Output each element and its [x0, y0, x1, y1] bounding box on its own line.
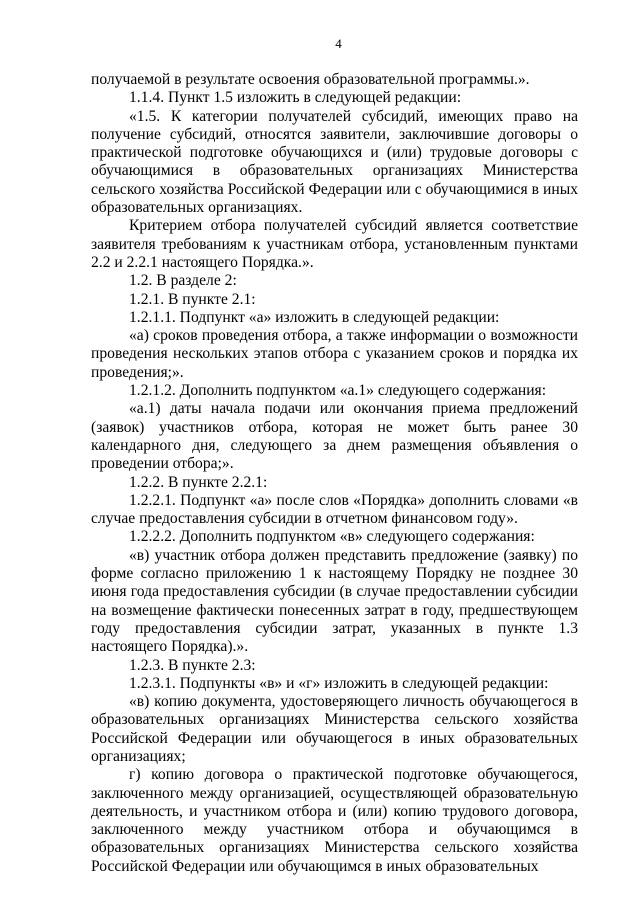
- document-body: [91, 71, 578, 876]
- paragraph: получаемой в результате освоения образовательной программы.».: [91, 71, 530, 88]
- paragraph: г) копию договора о практической подготовке обучающегося, заключенного между организацией, осуществляющей образовательную деятельность, и участником отбора и (или) копию трудового договора, заключенного между участником отбора и обучающимся в образовательных организациях Министерства сельского хозяйства Российской Федерации или обучающимся в иных образовательных: [91, 766, 578, 875]
- paragraph: «в) участник отбора должен представить предложение (заявку) по форме согласно приложению 1 к настоящему Порядку не позднее 30 июня года предоставления субсидии (в случае предоставлении субсидии на возмещение фактически понесенных затрат в году, предшествующем году предоставления субсидии затрат, указанных в пункте 1.3 настоящего Порядка).».: [91, 546, 578, 656]
- paragraph: 1.2.3.1. Подпункты «в» и «г» изложить в следующей редакции:: [129, 674, 549, 692]
- paragraph: 1.2. В разделе 2:: [129, 272, 237, 290]
- paragraph: «а.1) даты начала подачи или окончания приема предложений (заявок) участников отбора, которая не может быть ранее 30 календарного дня, следующего за днем размещения объявления о проведении отбора;».: [91, 400, 578, 473]
- paragraph: Критерием отбора получателей субсидий является соответствие заявителя требованиям к участникам отбора, установленным пунктами 2.2 и 2.2.1 настоящего Порядка.».: [91, 217, 578, 271]
- paragraph: 1.2.1. В пункте 2.1:: [129, 290, 256, 308]
- paragraph: 1.2.2. В пункте 2.2.1:: [129, 473, 268, 491]
- paragraph: «1.5. К категории получателей субсидий, имеющих право на получение субсидий, относятся заявители, заключившие договоры о практической подготовке обучающихся и (или) трудовые договоры с обучающимися в образовательных организациях Министерства сельского хозяйства Российской Федерации или с обучающимися в иных образовательных организациях.: [91, 107, 578, 217]
- page-number: 4: [335, 36, 342, 51]
- paragraph: 1.2.3. В пункте 2.3:: [129, 656, 256, 674]
- paragraph: «в) копию документа, удостоверяющего личность обучающегося в образовательных организациях Министерства сельского хозяйства Российской Федерации или обучающегося в иных образовательных организациях;: [91, 693, 578, 765]
- paragraph: 1.2.2.2. Дополнить подпунктом «в» следующего содержания:: [129, 528, 535, 546]
- paragraph: 1.1.4. Пункт 1.5 изложить в следующей редакции:: [129, 89, 462, 107]
- paragraph: «а) сроков проведения отбора, а также информации о возможности проведения нескольких этапов отбора с указанием сроков и порядка их проведения;».: [91, 327, 578, 381]
- paragraph: 1.2.1.2. Дополнить подпунктом «а.1» следующего содержания:: [129, 382, 547, 400]
- paragraph: 1.2.1.1. Подпункт «а» изложить в следующей редакции:: [129, 308, 500, 326]
- paragraph: 1.2.2.1. Подпункт «а» после слов «Порядка» дополнить словами «в случае предоставления субсидии в отчетном финансовом году».: [91, 491, 578, 528]
